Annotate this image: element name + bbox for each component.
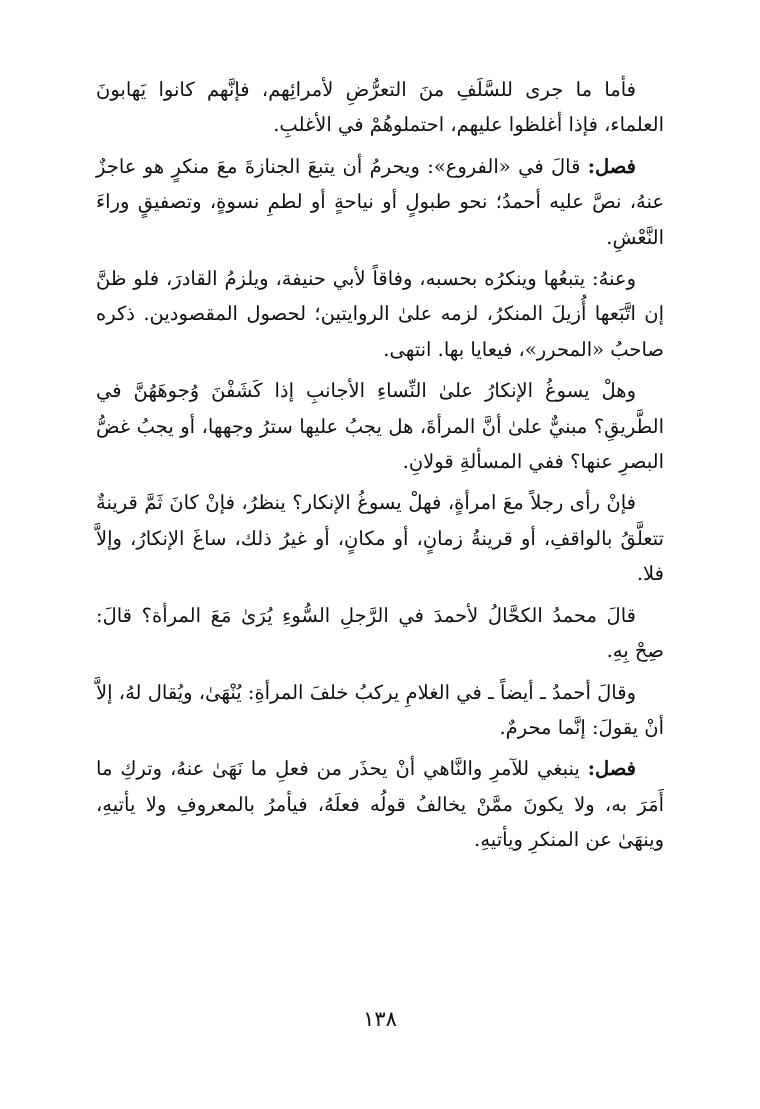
page-body xyxy=(96,72,664,864)
paragraph-8 xyxy=(96,751,664,857)
paragraph-7-text: وقالَ أحمدُ ـ أيضاً ـ في الغلامِ يركبُ خلفَ المرأةِ: يُنْهَىٰ، ويُقال لهُ، إلاَّ أنْ يقولَ: إنَّما محرمٌ. xyxy=(96,680,664,739)
paragraph-2-text: قالَ في «الفروع»: ويحرمُ أن يتبعَ الجنازةَ معَ منكرٍ هو عاجزٌ عنهُ، نصَّ عليه أحمدُ؛ نحو طبولٍ أو نياحةٍ أو لطمِ نسوةٍ، وتصفيقٍ وراءَ النَّعْشِ. xyxy=(96,154,664,249)
paragraph-2-label: فصل: xyxy=(587,154,636,178)
paragraph-6 xyxy=(96,598,664,669)
paragraph-3-text: وعنهُ: يتبعُها وينكرُه بحسبه، وفاقاً لأبي حنيفة، ويلزمُ القادرَ، فلو ظنَّ إن اتَّبَعها أُزيلَ المنكرُ، لزمه علىٰ الروايتين؛ لحصول المقصودين. ذكره صاحبُ «المحرر»، فيعايا بها. انتهى. xyxy=(96,267,664,361)
paragraph-8-text: ينبغي للآمرِ والنَّاهي أنْ يحذَر من فعلِ ما نَهَىٰ عنهُ، وتركِ ما أَمَرَ به، ولا يكونَ ممَّنْ يخالفُ قولُه فعلَهُ، فيأمرُ بالمعروفِ ولا يأتيهِ، وينهَىٰ عن المنكرِ ويأتيهِ. xyxy=(96,757,664,852)
paragraph-2 xyxy=(96,149,664,255)
paragraph-1 xyxy=(96,72,664,143)
paragraph-5-text: فإنْ رأى رجلاً معَ امرأةٍ، فهلْ يسوغُ الإنكار؟ ينظرُ، فإنْ كانَ ثَمَّ قرينةٌ تتعلَّقُ بالواقفِ، أو قرينةُ زمانٍ، أو مكانٍ، أو غيرُ ذلك، ساغَ الإنكارُ، وإلاَّ فلا. xyxy=(96,491,664,586)
paragraph-1-text: فأما ما جرى للسَّلَفِ منَ التعرُّضِ لأمرائِهم، فإنَّهم كانوا يَهابونَ العلماء، فإذا أغلظوا عليهم، احتملوهُمْ في الأغلبِ. xyxy=(96,78,664,137)
paragraph-4-text: وهلْ يسوغُ الإنكارُ علىٰ النِّساءِ الأجانبِ إذا كَشَفْنَ وُجوهَهُنَّ في الطَّريقِ؟ مبنيٌّ علىٰ أنَّ المرأةَ، هل يجبُ عليها سترُ وجهها، أو يجبُ غضُّ البصرِ عنها؟ ففي المسألةِ قولانِ. xyxy=(96,379,664,474)
page-number: ١٣٨ xyxy=(363,1007,397,1031)
paragraph-8-label: فصل: xyxy=(587,757,636,781)
paragraph-7 xyxy=(96,675,664,746)
paragraph-3 xyxy=(96,261,664,367)
paragraph-6-text: قالَ محمدُ الكحَّالُ لأحمدَ في الرَّجلِ السُّوءِ يُرَىٰ مَعَ المرأة؟ قالَ: صِحْ بِهِ. xyxy=(96,603,664,663)
paragraph-5 xyxy=(96,485,664,591)
paragraph-4 xyxy=(96,373,664,479)
